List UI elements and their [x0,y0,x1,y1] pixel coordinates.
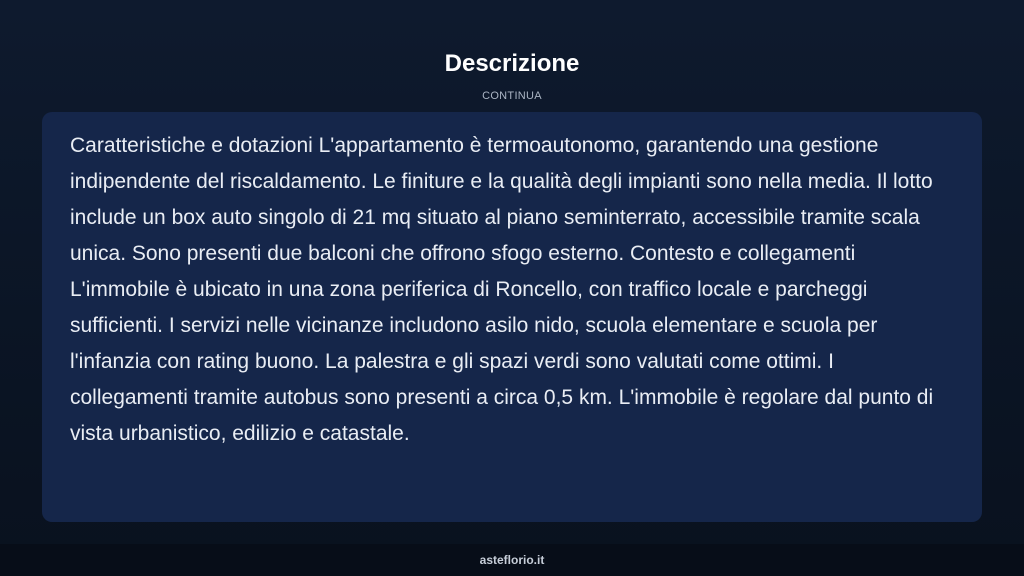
description-card [42,112,982,522]
site-name: asteflorio.it [479,553,545,567]
description-text: Caratteristiche e dotazioni L'appartamento è termoautonomo, garantendo una gestione indipendente del riscaldamento. Le finiture e la qualità degli impianti sono nella media. Il lotto include un box auto singolo di 21 mq situato al piano seminterrato, accessibile tramite scala unica. Sono presenti due balconi che offrono sfogo esterno. Contesto e collegamenti L'immobile è ubicato in una zona periferica di Roncello, con traffico locale e parcheggi sufficienti. I servizi nelle vicinanze includono asilo nido, scuola elementare e scuola per l'infanzia con rating buono. La palestra e gli spazi verdi sono valutati come ottimi. I collegamenti tramite autobus sono presenti a circa 0,5 km. L'immobile è regolare dal punto di vista urbanistico, edilizio e catastale. [70,134,934,445]
page-title: Descrizione [444,50,580,77]
continue-label: CONTINUA [482,90,542,102]
footer-bar [0,544,1024,576]
